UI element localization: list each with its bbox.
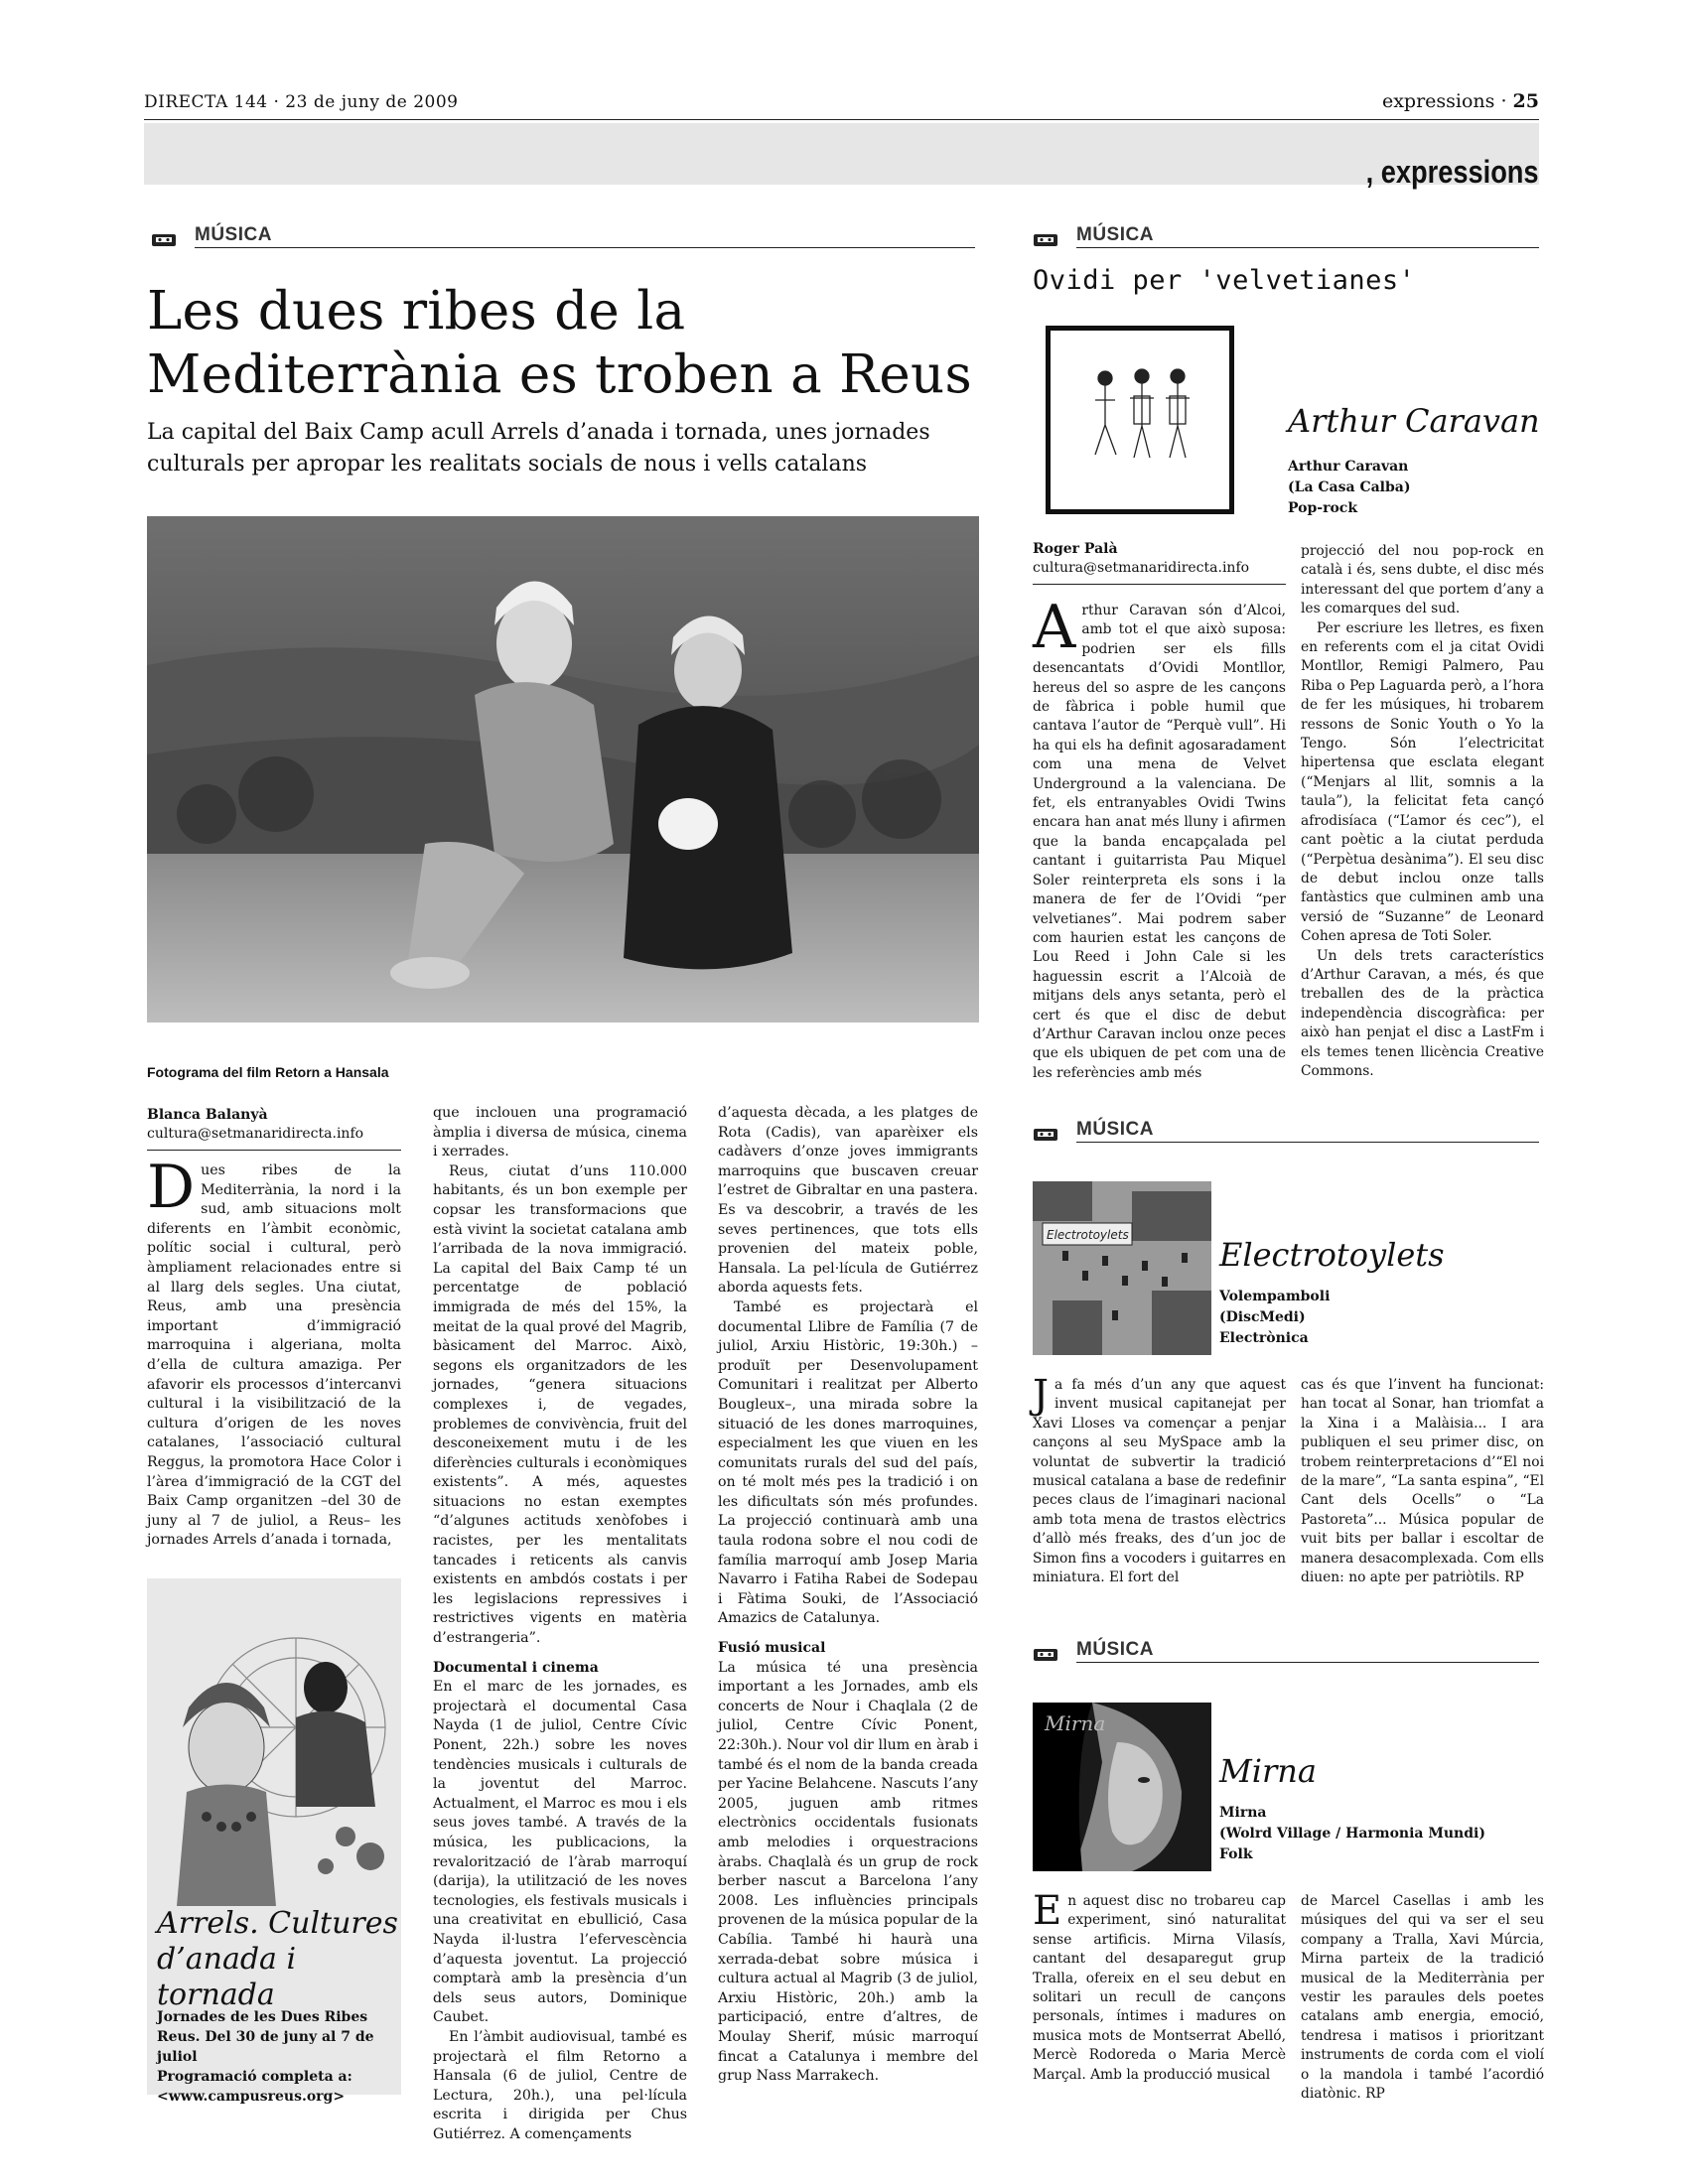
music-tag-main <box>151 224 975 248</box>
paragraph: que inclouen una programació àmplia i diversa de música, cinema i xerrades. <box>433 1105 687 1160</box>
ovidi-byline <box>1033 540 1286 578</box>
cassette-icon <box>1033 232 1058 248</box>
electro-col-1 <box>1033 1372 1286 1587</box>
col-text: ues ribes de la Mediterrània, la nord i la sud, amb situacions molt diferents en l’àmbit econòmic, polític social i cultural, però àmpliament relacionades entre si al llarg dels segles. Una ciutat, Reus, amb una presència important d’immigració marroquina i algeriana, molta d’ella de cultura amaziga. Per afavorir els processos d’intercanvi cultural i la visibilització de la cultura d’origen de les noves catalanes, l’associació cultural Reggus, la promotora Hace Color i l’àrea d’immigració de la CGT del Baix Camp organitzen –del 30 de juny al 7 de juliol, a Reus– les jornades Arrels d’anada i tornada, <box>147 1162 401 1549</box>
main-col-3 <box>718 1104 978 2087</box>
dropcap: E <box>1033 1888 1062 1934</box>
paragraph: La música té una presència important a les Jornades, amb els concerts de Nour i Chaqlala (2 de juliol, Centre Cívic Ponent, 22:30h.). Nour vol dir llum en àrab i també és el nom de la banda creada per Yacine Belahcene. Nascuts l’any 2005, juguen amb ritmes electrònics occidentals fusionats amb melodies i orquestracions àrabs. Chaqlalà és un grup de rock berber nascut a Barcelona l’any 2008. Les influències principals provenen de la música popular de la Cabília. També hi haurà una xerrada-debat sobre música i cultura actual al Magrib (3 de juliol, Arxiu Històric, 20h.) amb la participació, entre d’altres, de Moulay Sherif, músic marroquí fincat a Catalunya i membre del grup Nass Marrakech. <box>718 1659 978 2085</box>
section-banner: , expressions <box>1366 154 1539 190</box>
tag-rule <box>1076 1142 1539 1143</box>
event-poster-illustration <box>147 1578 401 1906</box>
paragraph: En l’àmbit audiovisual, també es projectarà el film Retorno a Hansala (6 de juliol, Centre de Lectura, 20h.), una pel·lícula escrita i dirigida per Chus Gutiérrez. A començaments <box>433 2028 687 2142</box>
section-page-header <box>1382 90 1539 112</box>
subheading: Documental i cinema <box>433 1659 599 1676</box>
tag-rule <box>1076 247 1539 248</box>
mirna-album-meta <box>1219 1803 1485 1865</box>
cover-text: Mirna <box>1045 1711 1106 1735</box>
issue-date-header: DIRECTA 144 · 23 de juny de 2009 <box>144 92 459 112</box>
col-text: n aquest disc no trobareu cap experiment, sinó naturalitat sense artificis. Mirna Vilasís, cantant del desaparegut grup Tralla, ofereix en el seu debut en solitari un recull de cançons personals, íntimes i madures on musica mots de Montserrat Abelló, Mercè Rodoreda o Maria Mercè Marçal. Amb la producció musical <box>1033 1893 1286 2083</box>
dropcap: A <box>1033 593 1076 662</box>
electro-album-meta <box>1219 1287 1330 1349</box>
byline-rule <box>1033 584 1286 585</box>
paragraph: També es projectarà el documental Llibre de Família (7 de juliol, Arxiu Històric, 19:30h.) –produït per Desenvolupament Comunitari i realitzat per Alberto Bougleux–, una mirada sobre la situació de les dones marroquines, especialment les que viuen en les comunitats rurals del sud del país, on té molt més pes la tradició i on les dificultats són més profundes. La projecció continuarà amb una taula rodona sobre el nou codi de família marroquí amb Josep Maria Navarro i Fatiha Rabei de Sodepau i Fàtima Souki, de l’Associació Amazics de Catalunya. <box>718 1298 978 1627</box>
section-word: expressions · <box>1381 90 1507 112</box>
music-tag-ovidi <box>1033 224 1539 248</box>
paragraph: de Marcel Casellas i amb les músiques del qui va ser el seu company a Tralla, Xavi Múrcia, Mirna parteix de la tradició musical de la Mediterrània per vestir les paraules dels poetes catalans amb energia, emoció, tendresa i matisos i prioritzant instruments de corda com el violí o la mandola i també l’acordió diatònic. RP <box>1301 1893 1544 2103</box>
col-text: a fa més d’un any que aquest invent musical capitanejat per Xavi Lloses va començar a penjar cançons al seu MySpace amb la voluntat de subvertir la tradició musical catalana a base de redefinir peces claus de l’imaginari nacional amb tota mena de trastos elèctrics d’allò més freaks, des d’un joc de Simon fins a vocoders i guitarres en miniatura. El fort del <box>1033 1377 1286 1586</box>
sidebox-line: Jornades de les Dues Ribes <box>157 2009 368 2025</box>
ovidi-col-1 <box>1033 593 1286 1083</box>
sidebox-line: Reus. Del 30 de juny al 7 de juliol <box>157 2029 374 2065</box>
paragraph: En el marc de les jornades, es projectarà el documental Casa Nayda (1 de juliol, Centre Cívic Ponent, 22h.) sobre les noves tendències musicals i culturals de la joventut del Marroc. Actualment, el Marroc es mou i els seus joves també. A través de la música, les publicacions, la revalorització de l’àrab marroquí (darija), la utilització de les noves tecnologies, els festivals musicals i una creativitat en ebullició, Casa Nayda il·lustra l’efervescència d’aquesta joventut. La projecció comptarà amb la presència d’un dels seus autors, Dominique Caubet. <box>433 1679 687 2026</box>
music-tag-mirna <box>1033 1639 1539 1663</box>
ovidi-col-2 <box>1301 542 1544 1081</box>
sidebox-line: Programació completa a: <box>157 2069 352 2085</box>
main-headline: Les dues ribes de la Mediterrània es troben a Reus <box>147 281 972 405</box>
cassette-icon <box>151 232 177 248</box>
subheading: Fusió musical <box>718 1640 826 1657</box>
main-col-2 <box>433 1104 687 2144</box>
meta-genre: Pop-rock <box>1288 500 1358 516</box>
tag-label: MÚSICA <box>1076 224 1154 245</box>
meta-artist: Volempamboli <box>1219 1289 1331 1304</box>
meta-label: (La Casa Calba) <box>1288 479 1411 495</box>
tag-label: MÚSICA <box>1076 1119 1154 1140</box>
paragraph: Un dels trets característics d’Arthur Caravan, a més, és que treballen des de la pràctica independència discogràfica: per això han penjat el disc a LastFm i els temes tenen llicència Creative Commons. <box>1301 947 1544 1079</box>
electro-col-2 <box>1301 1376 1544 1587</box>
byline-name: Blanca Balanyà <box>147 1107 268 1123</box>
byline-rule <box>147 1150 401 1151</box>
mirna-album-title: Mirna <box>1219 1752 1317 1790</box>
paragraph: Reus, ciutat d’uns 110.000 habitants, és un bon exemple per copsar les transformacions que està vivint la societat catalana amb l’arribada de la nova immigració. La capital del Baix Camp té un percentatge de població immigrada de més del 15%, la meitat de la qual prové del Magrib, bàsicament del Marroc. Això, segons els organitzadors de les jornades, “genera situacions complexes i, de vegades, problemes de convivència, fruit del desconeixement mutu i de les diferències culturals i econòmiques existents”. A més, aquestes situacions no estan exemptes “d’algunes actituds xenòfobes i racistes, per les mentalitats tancades i reticents als canvis existents en ambdós costats i per les legislacions repressives i restrictives vigents en matèria d’estrangeria”. <box>433 1162 687 1647</box>
electro-album-title: Electrotoylets <box>1219 1236 1445 1274</box>
tag-label: MÚSICA <box>195 224 272 245</box>
music-tag-electro <box>1033 1119 1539 1143</box>
meta-genre: Folk <box>1219 1846 1253 1862</box>
main-col-1 <box>147 1153 401 1551</box>
cassette-icon <box>1033 1647 1058 1663</box>
ovidi-album-meta <box>1288 457 1410 519</box>
cover-text: Electrotoylets <box>1047 1228 1129 1242</box>
sidebox-title: Arrels. Cultures d’anada i tornada <box>157 1906 398 2012</box>
cover-illustration <box>1051 331 1229 509</box>
paragraph: projecció del nou pop-rock en català i és, sens dubte, el disc més interessant del que portem d’any a les comarques del sud. <box>1301 543 1544 617</box>
film-still-image <box>147 516 979 1023</box>
electrotoylets-cover <box>1033 1181 1211 1355</box>
main-deck: La capital del Baix Camp acull Arrels d’anada i tornada, unes jornades culturals per apropar les realitats socials de nous i vells catalans <box>147 420 930 477</box>
col-text: rthur Caravan són d’Alcoi, amb tot el que això suposa: podrien ser els fills desencantats d’Ovidi Montllor, hereus del so aspre de les cançons de fàbrica i poble humil que cantava l’autor de “Perquè vull”. Hi ha qui els ha definit agosaradament com una mena de Velvet Underground a la valenciana. De fet, els entranyables Ovidi Twins encara han anat més lluny i afirmen que la banda encapçalada pel cantant i guitarrista Pau Miquel Soler reinterpreta els sons i la manera de fer de l’Ovidi “per velvetianes”. Mai podrem saber com haurien estat les cançons de Lou Reed i John Cale si les haguessin escrit a l’Alcoià de mitjans dels anys setanta, però el cert és que el disc de debut d’Arthur Caravan inclou onze peces que els ubiquen de pet com una de les referències amb més <box>1033 603 1286 1081</box>
page-number: 25 <box>1512 90 1539 112</box>
cover-illustration <box>1033 1181 1211 1355</box>
paragraph: d’aquesta dècada, a les platges de Rota (Cadis), van aparèixer els cadàvers d’onze joves immigrants marroquins que buscaven creuar l’estret de Gibraltar en una pastera. Es va descobrir, a través de les seves pertinences, que tots ells provenien del mateix poble, Hansala. La pel·lícula de Gutiérrez aborda aquests fets. <box>718 1105 978 1297</box>
main-byline <box>147 1106 401 1144</box>
dropcap: D <box>147 1153 196 1222</box>
byline-email: cultura@setmanaridirecta.info <box>147 1126 364 1142</box>
dropcap: J <box>1033 1372 1050 1418</box>
meta-artist: Arthur Caravan <box>1288 459 1409 475</box>
tag-rule <box>195 247 975 248</box>
tag-label: MÚSICA <box>1076 1639 1154 1660</box>
mirna-col-2 <box>1301 1892 1544 2104</box>
tag-rule <box>1076 1662 1539 1663</box>
cassette-icon <box>1033 1127 1058 1143</box>
byline-name: Roger Palà <box>1033 541 1118 557</box>
mirna-cover <box>1033 1703 1211 1871</box>
header-rule <box>144 119 1539 120</box>
sidebox-link[interactable]: <www.campusreus.org> <box>157 2089 346 2105</box>
arthur-caravan-cover <box>1046 326 1234 514</box>
meta-label: (Wolrd Village / Harmonia Mundi) <box>1219 1826 1485 1842</box>
paragraph: cas és que l’invent ha funcionat: han tocat al Sonar, han triomfat a la Xina i a Malàisia... I ara publiquen el seu primer disc, on trobem reinterpretacions d’“El noi de la mare”, “La santa espina”, “El Cant dels Ocells” o “La Pastoreta”... Música popular de vuit bits per ballar i escoltar de manera desacomplexada. Com ells diuen: no apte per patriòtils. RP <box>1301 1377 1544 1586</box>
mirna-col-1 <box>1033 1888 1286 2085</box>
film-still-photo <box>147 516 979 1023</box>
cover-illustration <box>1033 1703 1211 1871</box>
sidebox-details <box>157 2007 400 2107</box>
meta-label: (DiscMedi) <box>1219 1309 1306 1325</box>
header-band <box>144 123 1539 185</box>
ovidi-album-title: Arthur Caravan <box>1288 402 1540 440</box>
byline-email: cultura@setmanaridirecta.info <box>1033 560 1250 576</box>
paragraph: Per escriure les lletres, es fixen en referents com el ja citat Ovidi Montllor, Remigi Palmero, Pau Riba o Pep Laguarda però, a l’hora de fer les músiques, hi trobarem ressons de Sonic Youth o Yo la Tengo. Són l’electricitat hipertensa que esclata elegant (“Menjars al llit, somnis a la taula”), la felicitat feta cançó afrodisíaca (“L’amor és cec”), el cant poètic a la ciutat perduda (“Perpètua desànima”). El seu disc de debut inclou onze talls fantàstics que culminen amb una versió de “Suzanne” de Leonard Cohen apresa de Toti Soler. <box>1301 619 1544 945</box>
photo-caption: Fotograma del film Retorn a Hansala <box>147 1064 389 1080</box>
meta-genre: Electrònica <box>1219 1330 1309 1346</box>
ovidi-headline: Ovidi per 'velvetianes' <box>1033 265 1416 296</box>
meta-artist: Mirna <box>1219 1805 1267 1821</box>
